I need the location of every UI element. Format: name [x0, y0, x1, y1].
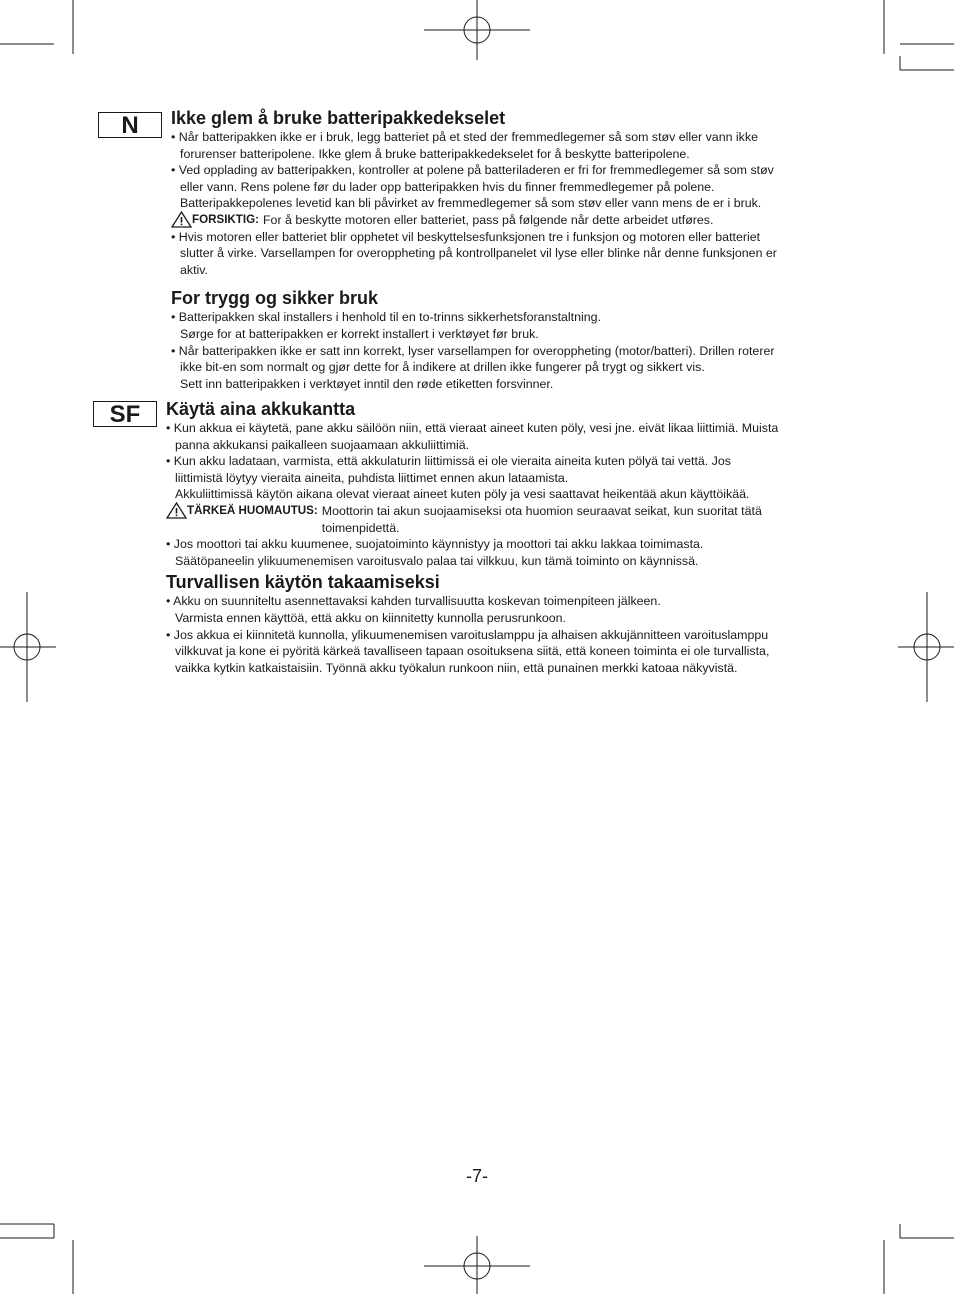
language-code-norwegian: N — [98, 112, 162, 138]
bullet-line: • Når batteripakken ikke er i bruk, legg batteriet på et sted der fremmedlegemer så som støv eller vann ikke — [171, 130, 758, 144]
section-title: Turvallisen käytön takaamiseksi — [166, 572, 440, 593]
warning-triangle-icon — [166, 502, 187, 519]
text-line: liittimistä löytyy vieraita aineita, puhdista liittimet ennen akun lataamista. — [175, 470, 569, 485]
text-line: eller vann. Rens polene før du lader opp batteripakken hvis du finner fremmedlegemer på polene. — [180, 179, 715, 194]
norwegian-section — [171, 108, 777, 392]
bullet-line: • Hvis motoren eller batteriet blir opphetet vil beskyttelsesfunksjonen tre i funksjon og motoren eller batteriet — [171, 229, 761, 244]
text-line: vilkkuvat ja kone ei pyöritä kärkeä tavalliseen tapaan osoituksena siitä, että koneen toiminta ei ole turvallista, — [175, 644, 770, 659]
text-line: ikke bit-en som normalt og gjør dette for å indikere at drillen ikke fungerer på trygt og sikkert vis. — [180, 360, 705, 375]
bullet-line: • Akku on suunniteltu asennettavaksi kahden turvallisuutta koskevan toimenpiteen jälkeen. — [166, 594, 661, 609]
caution-text: toimenpidettä. — [321, 520, 400, 535]
warning-triangle-icon — [171, 211, 192, 228]
caution-text: Moottorin tai akun suojaamiseksi ota huomion seuraavat seikat, kun suoritat tätä — [321, 503, 762, 518]
bullet-line: • Ved opplading av batteripakken, kontroller at polene på batteriladeren er fri for fremmedlegemer så som støv — [171, 163, 774, 178]
bullet-line: • Kun akku ladataan, varmista, että akkulaturin liittimissä ei ole vieraita aineita kuten pölyä tai vettä. Jos — [166, 454, 731, 469]
bullet-line: • Batteripakken skal installers i henhold til en to-trinns sikkerhetsforanstaltning. — [171, 310, 601, 325]
text-line: Sett inn batteripakken i verktøyet inntil den røde etiketten forsvinner. — [180, 376, 554, 391]
section-title: Käytä aina akkukantta — [166, 399, 356, 419]
text-line: panna akkukansi paikalleen suojaamaan akkuliittimiä. — [175, 437, 470, 452]
section-title: For trygg og sikker bruk — [171, 288, 379, 309]
text-line: Akkuliittimissä käytön aikana olevat vieraat aineet kuten pöly ja vesi saattavat heikentää akun käyttöikää. — [175, 487, 750, 502]
text-line: forurenser batteripolene. Ikke glem å bruke batteripakkedekselet for å beskytte batteripolene. — [180, 146, 690, 161]
language-code-finnish: SF — [93, 401, 157, 427]
caution-text: For å beskytte motoren eller batteriet, pass på følgende når dette arbeidet utføres. — [262, 212, 714, 227]
text-line: slutter å virke. Varsellampen for overoppheting på kontrollpanelet vil lyse eller blinke når denne funksjonen er — [180, 246, 777, 261]
caution-text-block — [322, 503, 762, 536]
text-line: Sørge for at batteripakken er korrekt installert i verktøyet før bruk. — [180, 326, 539, 341]
caution-label: FORSIKTIG: — [192, 212, 259, 226]
caution-notice — [166, 503, 778, 536]
finnish-section — [166, 399, 778, 676]
text-line: Batteripakkepolenes levetid kan bli påvirket av fremmedlegemer så som støv eller vann mens de er i bruk. — [180, 196, 762, 211]
bullet-line: • Når batteripakken ikke er satt inn korrekt, lyser varsellampen for overoppheting (motor/batteri). Drillen roterer — [171, 343, 775, 358]
text-line: Säätöpaneelin ylikuumenemisen varoitusvalo palaa tai vilkkuu, kun tämä toiminto on käynnissä. — [175, 553, 699, 568]
text-line: aktiv. — [180, 262, 208, 277]
bullet-line: • Jos akkua ei kiinnitetä kunnolla, ylikuumenemisen varoituslamppu ja alhaisen akkujännitteen varoituslamppu — [166, 627, 769, 642]
bullet-line: • Jos moottori tai akku kuumenee, suojatoiminto käynnistyy ja moottori tai akku lakkaa toimimasta. — [166, 537, 704, 552]
page-number: -7- — [466, 1166, 488, 1186]
section-title: Ikke glem å bruke batteripakkedekselet — [171, 108, 506, 128]
caution-label: TÄRKEÄ HUOMAUTUS: — [187, 503, 318, 517]
caution-notice — [171, 212, 777, 229]
bullet-line: • Kun akkua ei käytetä, pane akku säilöön niin, että vieraat aineet kuten pöly, vesi jne. eivät likaa liittimiä. Muista — [166, 421, 779, 435]
text-line: vaikka kytkin katkaistaisiin. Työnnä akku työkalun runkoon niin, että punainen merkki katoaa näkyvistä. — [175, 660, 738, 675]
text-line: Varmista ennen käyttöä, että akku on kiinnitetty kunnolla perusrunkoon. — [175, 610, 566, 625]
